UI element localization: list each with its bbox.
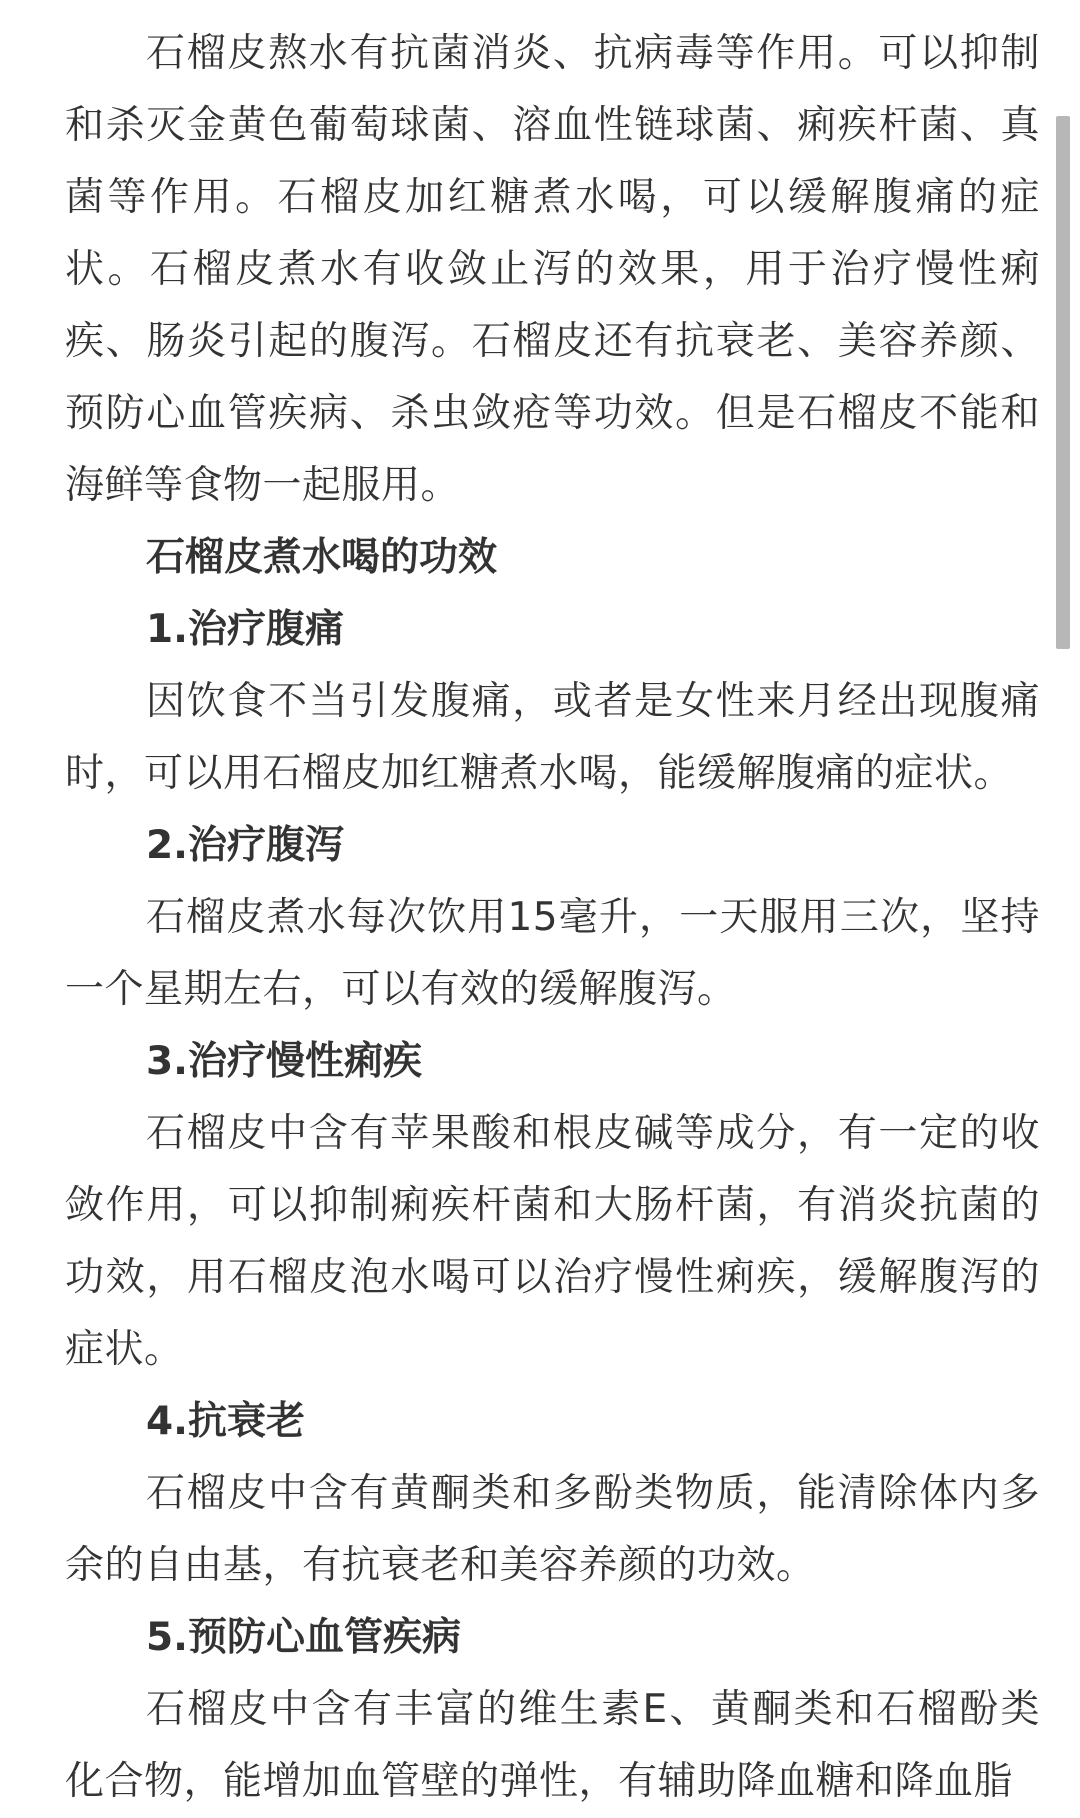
item-heading-2: 2.治疗腹泻 <box>146 823 344 868</box>
intro-paragraph: 石榴皮熬水有抗菌消炎、抗病毒等作用。可以抑制和杀灭金黄色葡萄球菌、溶血性链球菌、痢疾杆菌、真菌等作用。石榴皮加红糖煮水喝，可以缓解腹痛的症状。石榴皮煮水有收敛止泻的效果，用于治疗慢性痢疾、肠炎引起的腹泻。石榴皮还有抗衰老、美容养颜、预防心血管疾病、杀虫敛疮等功效。但是石榴皮不能和海鲜等食物一起服用。 <box>65 31 1040 508</box>
item-text-5: 石榴皮中含有丰富的维生素E、黄酮类和石榴酚类化合物，能增加血管壁的弹性，有辅助降血糖和降血脂 <box>65 1687 1040 1804</box>
item-heading-4: 4.抗衰老 <box>146 1399 305 1444</box>
item-text-1: 因饮食不当引发腹痛，或者是女性来月经出现腹痛时，可以用石榴皮加红糖煮水喝，能缓解腹痛的症状。 <box>65 679 1040 796</box>
item-heading-1: 1.治疗腹痛 <box>146 607 344 652</box>
item-heading-3: 3.治疗慢性痢疾 <box>146 1039 422 1084</box>
item-heading-5: 5.预防心血管疾病 <box>146 1615 461 1660</box>
item-text-4: 石榴皮中含有黄酮类和多酚类物质，能清除体内多余的自由基，有抗衰老和美容养颜的功效。 <box>65 1471 1040 1588</box>
article-content <box>65 18 1040 1818</box>
item-text-2: 石榴皮煮水每次饮用15毫升，一天服用三次，坚持一个星期左右，可以有效的缓解腹泻。 <box>65 895 1040 1012</box>
vertical-scrollbar[interactable] <box>1050 0 1080 1769</box>
item-text-3: 石榴皮中含有苹果酸和根皮碱等成分，有一定的收敛作用，可以抑制痢疾杆菌和大肠杆菌，有消炎抗菌的功效，用石榴皮泡水喝可以治疗慢性痢疾，缓解腹泻的症状。 <box>65 1111 1040 1372</box>
scrollbar-thumb[interactable] <box>1056 116 1070 649</box>
section-title: 石榴皮煮水喝的功效 <box>146 535 498 580</box>
